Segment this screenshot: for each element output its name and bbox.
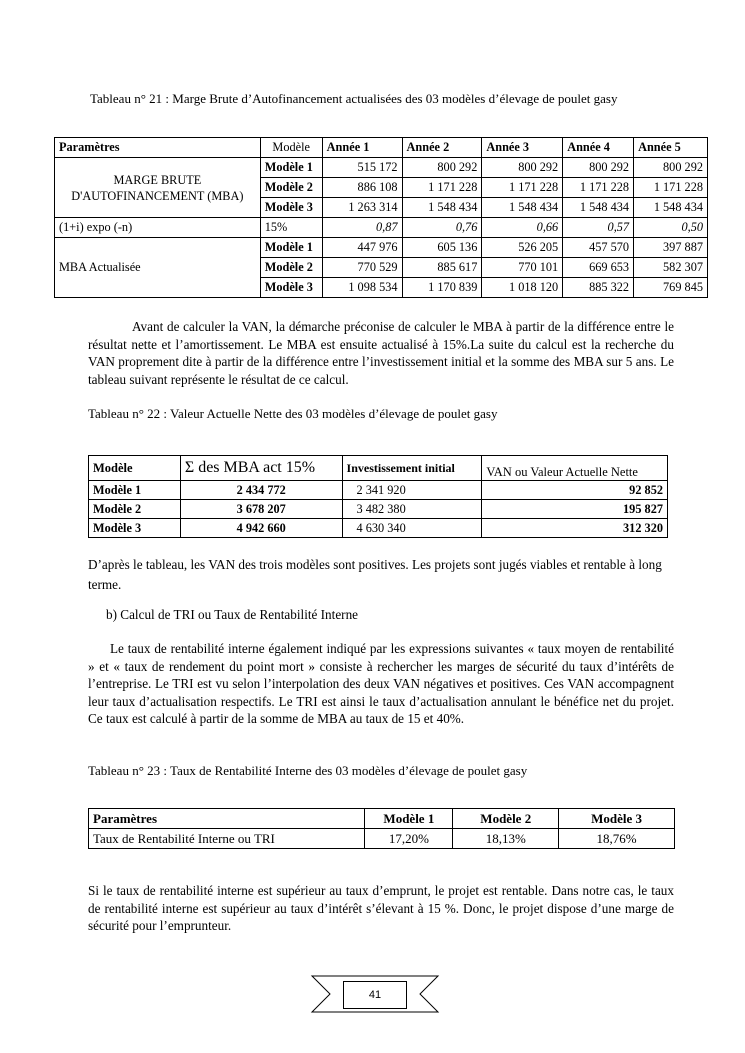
table-cell: 1 548 434 [482,198,563,218]
table-cell: 1 263 314 [322,198,402,218]
actualized-label: MBA Actualisée [55,238,261,298]
table-cell: 800 292 [402,158,482,178]
table-row [89,481,668,500]
table21-header: Année 1 [322,138,402,158]
table-cell: 582 307 [634,258,708,278]
table22-header: VAN ou Valeur Actuelle Nette [482,456,668,481]
table23-caption: Tableau n° 23 : Taux de Rentabilité Interne des 03 modèles d’élevage de poulet gasy [88,763,528,778]
table22-header: Modèle [89,456,181,481]
table-row [55,158,708,178]
model-cell: Modèle 3 [260,278,322,298]
table-cell: 515 172 [322,158,402,178]
table-cell: 669 653 [563,258,634,278]
table-cell: 397 887 [634,238,708,258]
model-cell: Modèle 2 [89,500,181,519]
table-cell: 1 170 839 [402,278,482,298]
section-b-heading: b) Calcul de TRI ou Taux de Rentabilité Interne [106,607,359,622]
table-cell: 0,76 [402,218,482,238]
table-cell: 885 617 [402,258,482,278]
table23-header: Modèle 1 [365,809,453,829]
table-cell: 1 098 534 [322,278,402,298]
table-cell: 800 292 [634,158,708,178]
table-cell: 312 320 [482,519,668,538]
table21-header-row [55,138,708,158]
table-cell: 0,50 [634,218,708,238]
table-cell: 0,87 [322,218,402,238]
paragraph-tri-definition: Le taux de rentabilité interne également indiqué par les expressions suivantes « taux moyen de rentabilité » et « taux de rendement du point mort » consiste à rechercher les marges de sécurité du taux d’intérêts de l’entreprise. Le TRI est vu selon l’interpolation des deux VAN négatives et positives. Ces VAN accompagnent leur taux d’actualisation respectifs. Le TRI est ainsi le taux d’actualisation annulant le bénéfice net du projet. Ce taux est calculé à partir de la somme de MBA au taux de 15 et 40%. [88,641,674,726]
table-cell: 447 976 [322,238,402,258]
table23 [88,808,675,849]
table-cell: 3 482 380 [342,500,482,519]
table21-header: Année 3 [482,138,563,158]
table-cell: 1 171 228 [563,178,634,198]
table21-header: Paramètres [55,138,261,158]
table-cell: 800 292 [563,158,634,178]
table-cell: 605 136 [402,238,482,258]
table-cell: 770 529 [322,258,402,278]
paragraph-van-method: Avant de calculer la VAN, la démarche préconise de calculer le MBA à partir de la différence entre le résultat nette et l’amortissement. Le MBA est ensuite actualisé à 15%.La suite du calcul est la recherche du VAN proprement dite à partir de la différence entre l’investissement initial et la somme des MBA sur 5 ans. Le tableau suivant représente le résultat de ce calcul. [88,319,674,387]
table22-header-row [89,456,668,481]
table-cell: 1 548 434 [634,198,708,218]
table-cell: 1 171 228 [482,178,563,198]
table22-header: Investissement initial [342,456,482,481]
discount-rate: 15% [260,218,322,238]
table22-header: Σ des MBA act 15% [180,456,342,481]
table-cell: 1 548 434 [563,198,634,218]
table-cell: 195 827 [482,500,668,519]
table-cell: 886 108 [322,178,402,198]
table-cell: 1 171 228 [634,178,708,198]
paragraph-van-conclusion: D’après le tableau, les VAN des trois modèles sont positives. Les projets sont jugés viables et rentable à long terme. [88,557,662,592]
table-cell: 92 852 [482,481,668,500]
table-cell: 1 018 120 [482,278,563,298]
table-cell: 2 434 772 [180,481,342,500]
tri-label: Taux de Rentabilité Interne ou TRI [89,829,365,849]
model-cell: Modèle 1 [260,238,322,258]
table-cell: 1 548 434 [402,198,482,218]
table21-header: Année 4 [563,138,634,158]
paragraph-tri-conclusion: Si le taux de rentabilité interne est supérieur au taux d’emprunt, le projet est rentable. Dans notre cas, le taux de rentabilité interne est supérieur au taux d’intérêt s’élevant à 15 %. Donc, le projet dispose d’une marge de sécurité pour l’emprunteur. [88,883,674,933]
table-cell: 4 942 660 [180,519,342,538]
discount-label: (1+i) expo (-n) [55,218,261,238]
table-cell: 18,13% [453,829,559,849]
model-cell: Modèle 3 [260,198,322,218]
table-cell: 526 205 [482,238,563,258]
table-cell: 0,57 [563,218,634,238]
table23-header: Modèle 2 [453,809,559,829]
model-cell: Modèle 2 [260,178,322,198]
table-cell: 17,20% [365,829,453,849]
table-cell: 0,66 [482,218,563,238]
page-number: 41 [343,981,407,1009]
table21-header: Modèle [260,138,322,158]
table-cell: 770 101 [482,258,563,278]
table21-header: Année 5 [634,138,708,158]
table-cell: 1 171 228 [402,178,482,198]
table-cell: 3 678 207 [180,500,342,519]
table-cell: 4 630 340 [342,519,482,538]
table-row [89,500,668,519]
table-row [55,218,708,238]
model-cell: Modèle 1 [260,158,322,178]
table21-caption: Tableau n° 21 : Marge Brute d’Autofinancement actualisées des 03 modèles d’élevage de poulet gasy [90,91,618,106]
table22-caption: Tableau n° 22 : Valeur Actuelle Nette des 03 modèles d’élevage de poulet gasy [88,406,498,421]
table22 [88,455,668,538]
table-cell: 18,76% [559,829,675,849]
table-cell: 2 341 920 [342,481,482,500]
table-row [89,519,668,538]
model-cell: Modèle 1 [89,481,181,500]
table-cell: 769 845 [634,278,708,298]
table21-header: Année 2 [402,138,482,158]
table-cell: 885 322 [563,278,634,298]
model-cell: Modèle 3 [89,519,181,538]
table-row [89,829,675,849]
model-cell: Modèle 2 [260,258,322,278]
table-cell: 457 570 [563,238,634,258]
table23-header: Modèle 3 [559,809,675,829]
mba-label: MARGE BRUTE D'AUTOFINANCEMENT (MBA) [55,158,261,218]
table23-header-row [89,809,675,829]
table21 [54,137,708,298]
table-cell: 800 292 [482,158,563,178]
table-row [55,238,708,258]
table23-header: Paramètres [89,809,365,829]
